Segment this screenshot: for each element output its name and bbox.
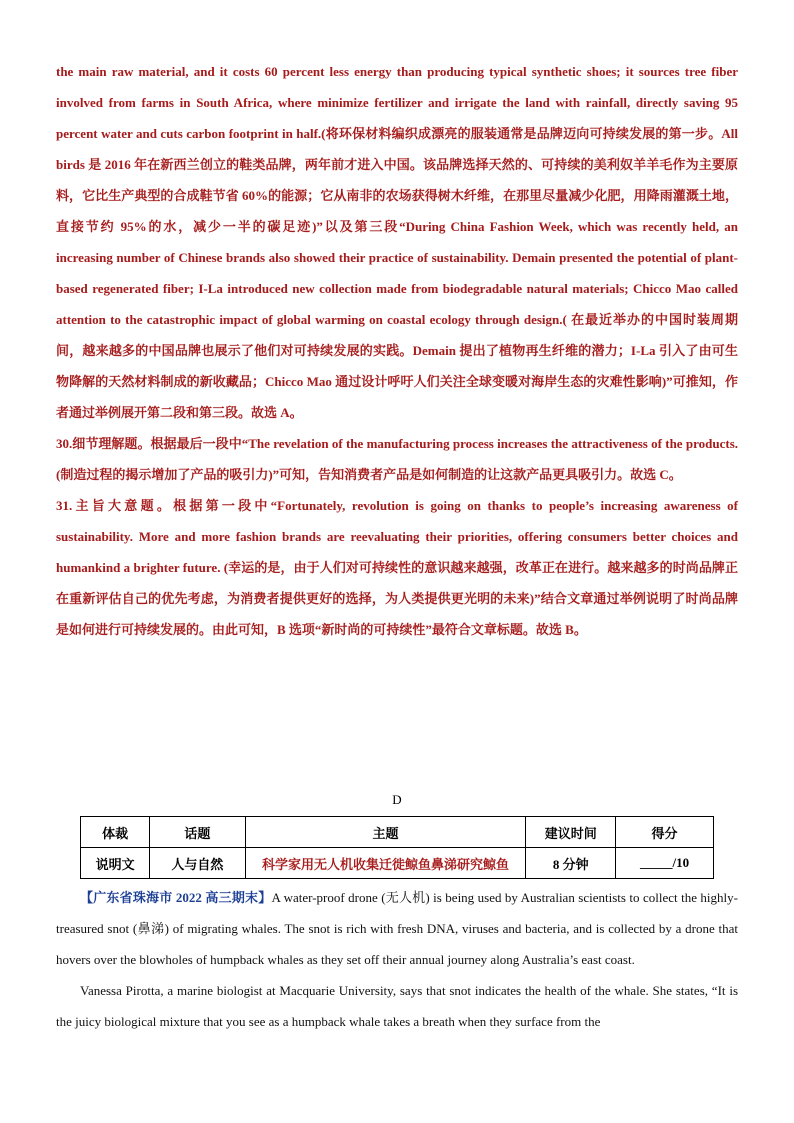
header-suggested-time: 建议时间 xyxy=(526,817,616,848)
table-header-row xyxy=(81,817,714,848)
cell-suggested-time: 8 分钟 xyxy=(526,848,616,879)
cell-score: _____/10 xyxy=(616,848,714,879)
passage-paragraph-1-text: A water-proof drone (无人机) is being used by Australian scientists to collect the highly-treasured snot (鼻涕) of migrating whales. The snot is rich with fresh DNA, viruses and bacteria, and is collected by a drone that hovers over the blowholes of humpback whales as they set off their annual journey along Australia’s east coast. xyxy=(56,890,738,967)
cell-theme: 科学家用无人机收集迁徙鲸鱼鼻涕研究鲸鱼 xyxy=(245,848,526,879)
header-theme: 主题 xyxy=(245,817,526,848)
cell-topic: 人与自然 xyxy=(150,848,245,879)
passage-paragraph-1 xyxy=(56,882,738,975)
reading-passage xyxy=(56,882,738,1037)
header-score: 得分 xyxy=(616,817,714,848)
explanation-block xyxy=(56,56,738,645)
section-letter: D xyxy=(392,792,402,807)
explanation-question-31: 31.主旨大意题。根据第一段中“Fortunately, revolution is going on thanks to people’s increasing awareness of sustainability. More and more fashion brands are reevaluating their priorities, offering consumers better choices and humankind a brighter future. (幸运的是，由于人们对可持续性的意识越来越强，改革正在进行。越来越多的时尚品牌正在重新评估自己的优先考虑，为消费者提供更好的选择，为人类提供更光明的未来)”结合文章通过举例说明了时尚品牌是如何进行可持续发展的。由此可知，B 选项“新时尚的可持续性”最符合文章标题。故选 B。 xyxy=(56,498,738,637)
header-topic: 话题 xyxy=(150,817,245,848)
passage-paragraph-2: Vanessa Pirotta, a marine biologist at Macquarie University, says that snot indicates the health of the whale. She states, “It is the juicy biological mixture that you see as a humpback whale takes a breath when they surface from the xyxy=(56,983,738,1029)
table-row xyxy=(81,848,714,879)
passage-source: 【广东省珠海市 2022 高三期末】 xyxy=(80,890,272,905)
passage-info-table xyxy=(80,816,714,879)
explanation-paragraph-1: the main raw material, and it costs 60 percent less energy than producing typical synthetic shoes; it sources tree fiber involved from farms in South Africa, where minimize fertilizer and irrigate the land with rainfall, directly saving 95 percent water and cuts carbon footprint in half.(将环保材料编织成漂亮的服装通常是品牌迈向可持续发展的第一步。All birds 是 2016 年在新西兰创立的鞋类品牌，两年前才进入中国。该品牌选择天然的、可持续的美利奴羊羊毛作为主要原料，它比生产典型的合成鞋节省 60%的能源；它从南非的农场获得树木纤维，在那里尽量减少化肥，用降雨灌溉土地，直接节约 95%的水，减少一半的碳足迹)”以及第三段“During China Fashion Week, which was recently held, an increasing number of Chinese brands also showed their practice of sustainability. Demain presented the potential of plant-based regenerated fiber; I-La introduced new collection made from biodegradable natural materials; Chicco Mao called attention to the catastrophic impact of global warming on coastal ecology through design.( 在最近举办的中国时装周期间，越来越多的中国品牌也展示了他们对可持续发展的实践。Demain 提出了植物再生纤维的潜力；I-La 引入了由可生物降解的天然材料制成的新收藏品；Chicco Mao 通过设计呼吁人们关注全球变暖对海岸生态的灾难性影响)”可推知，作者通过举例展开第二段和第三段。故选 A。 xyxy=(56,64,738,420)
header-genre: 体裁 xyxy=(81,817,150,848)
explanation-question-30: 30.细节理解题。根据最后一段中“The revelation of the manufacturing process increases the attractiveness of the products. (制造过程的揭示增加了产品的吸引力)”可知，告知消费者产品是如何制造的让这款产品更具吸引力。故选 C。 xyxy=(56,436,738,482)
cell-genre: 说明文 xyxy=(81,848,150,879)
